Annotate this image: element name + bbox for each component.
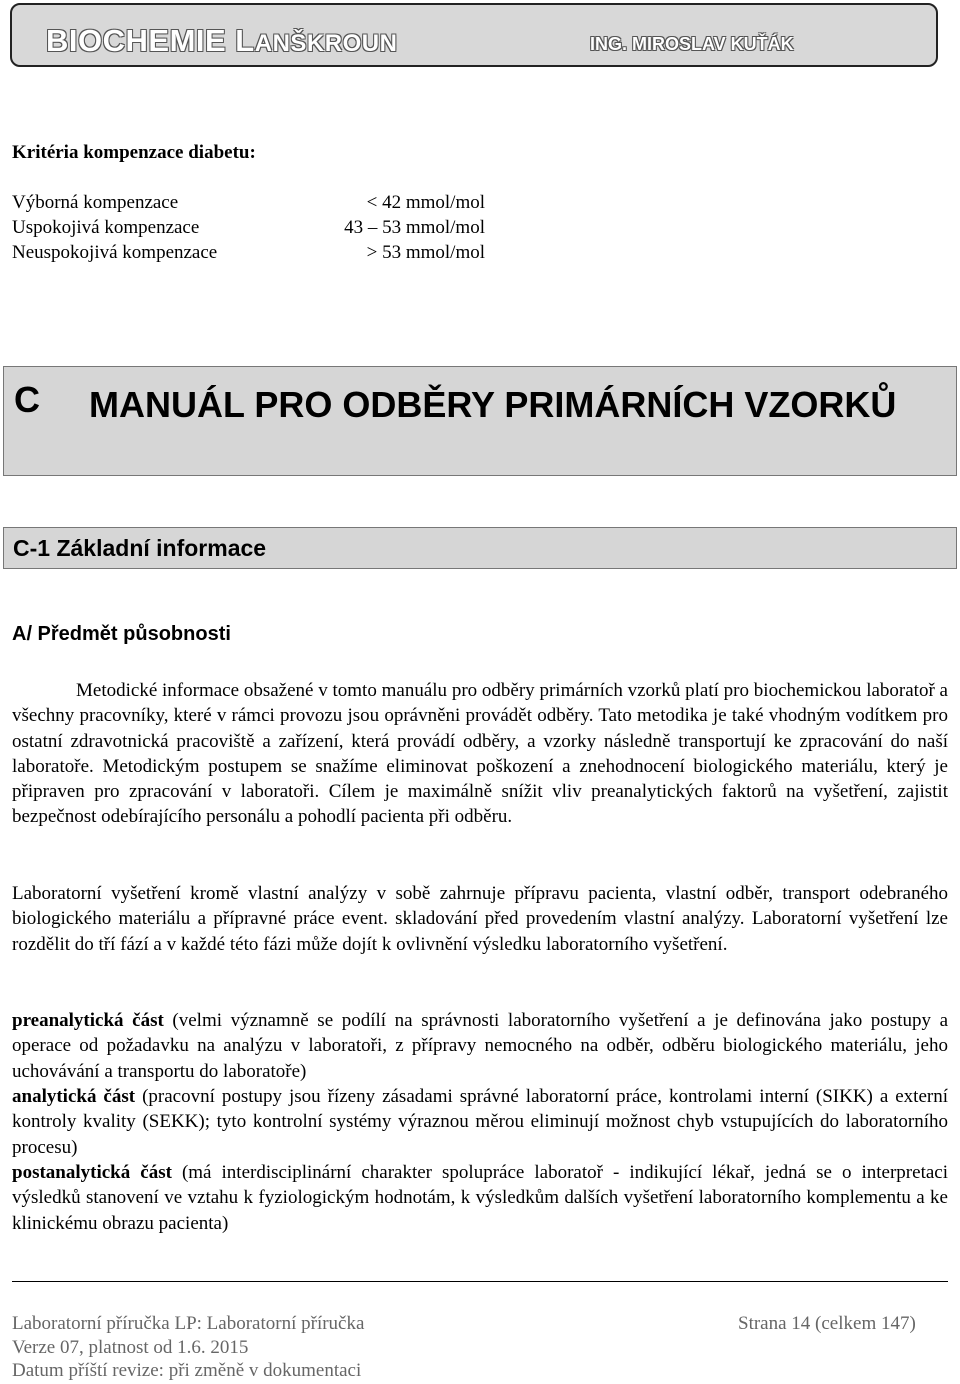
criteria-label: Výborná kompenzace	[12, 192, 179, 213]
definition-text: (pracovní postupy jsou řízeny zásadami správné laboratorní práce, kontrolami interní (SIKK) a externí kontroly kvality (SEKK); tyto kontrolní systémy výraznou měrou eliminují možnost chyb vstupujících do laboratorního procesu)	[12, 1086, 948, 1158]
paragraph	[12, 881, 948, 957]
paragraph	[12, 678, 948, 830]
subsection-title: A/ Předmět působnosti	[12, 623, 231, 645]
footer-divider	[12, 1281, 948, 1282]
section-c1-title: C-1 Základní informace	[13, 535, 267, 561]
lab-name-part: IOCHEMIE	[68, 23, 236, 58]
paragraph-text: Laboratorní vyšetření kromě vlastní analýzy v sobě zahrnuje přípravu pacienta, vlastní odběr, transport odebraného biologického materiálu a přípravné práce event. skladování před provedením vlastní analýzy. Laboratorní vyšetření lze rozdělit do tří fází a v každé této fázi může dojít k ovlivnění výsledku laboratorního vyšetření.	[12, 883, 948, 955]
criteria-title: Kritéria kompenzace diabetu:	[12, 142, 256, 163]
lab-name-part: L	[235, 23, 255, 58]
definition-text: (má interdisciplinární charakter spolupráce laboratoř - indikující lékař, jedná se o interpretaci výsledků stanovení ve vztahu k fyziologickým hodnotám, k výsledkům dalších vyšetření laboratorního komplementu a ke klinickému obrazu pacienta)	[12, 1162, 948, 1234]
definition-analytical	[12, 1084, 948, 1160]
footer-version: Verze 07, platnost od 1.6. 2015	[12, 1337, 249, 1358]
criteria-value: 43 – 53 mmol/mol	[344, 217, 485, 238]
criteria-value: < 42 mmol/mol	[366, 192, 485, 213]
section-c1-heading	[3, 527, 957, 569]
definition-preanalytical	[12, 1008, 948, 1084]
paragraph-text: Metodické informace obsažené v tomto manuálu pro odběry primárních vzorků platí pro biochemickou laboratoř a všechny pracovníky, které v rámci provozu jsou oprávněni provádět odběry. Tato metodika je také vhodným vodítkem pro ostatní zdravotnická pracoviště a zařízení, která provádí odběry, a vzorky následně transportují ke zpracování do naší laboratoře. Metodickým postupem se snažíme eliminovat poškození a znehodnocení biologického materiálu, který je připraven pro zpracování v laboratoři. Cílem je maximálně snížit vliv preanalytických faktorů na vyšetření, zajistit bezpečnost odebírajícího personálu a pohodlí pacienta při odběru.	[12, 680, 948, 828]
criteria-label: Uspokojivá kompenzace	[12, 217, 200, 238]
definition-text: (velmi významně se podílí na správnosti laboratorního vyšetření a je definována jako postupy a operace od požadavku na analýzu v laboratoři, z přípravy nemocného na odběr, odběru biologického materiálu, jeho uchovávání a transportu do laboratoře)	[12, 1010, 949, 1082]
definition-term: analytická část	[12, 1086, 136, 1107]
lab-name-part: ANŠKROUN	[254, 30, 398, 57]
definition-term: postanalytická část	[12, 1162, 172, 1183]
definition-term: preanalytická část	[12, 1010, 164, 1031]
criteria-label: Neuspokojivá kompenzace	[12, 242, 218, 263]
section-title: MANUÁL PRO ODBĚRY PRIMÁRNÍCH VZORKŮ	[89, 384, 897, 425]
footer-handbook: Laboratorní příručka LP: Laboratorní příručka	[12, 1313, 365, 1334]
footer-revision: Datum příští revize: při změně v dokumentaci	[12, 1360, 362, 1381]
document-header	[10, 3, 938, 67]
author-name: ING. MIROSLAV KUŤÁK	[590, 34, 794, 54]
lab-name-part: B	[46, 23, 69, 58]
section-letter: C	[14, 379, 40, 420]
section-c-heading	[3, 366, 957, 476]
criteria-value: > 53 mmol/mol	[366, 242, 485, 263]
lab-name	[46, 23, 397, 59]
footer-page-number: Strana 14 (celkem 147)	[738, 1313, 916, 1334]
definition-postanalytical	[12, 1160, 948, 1236]
